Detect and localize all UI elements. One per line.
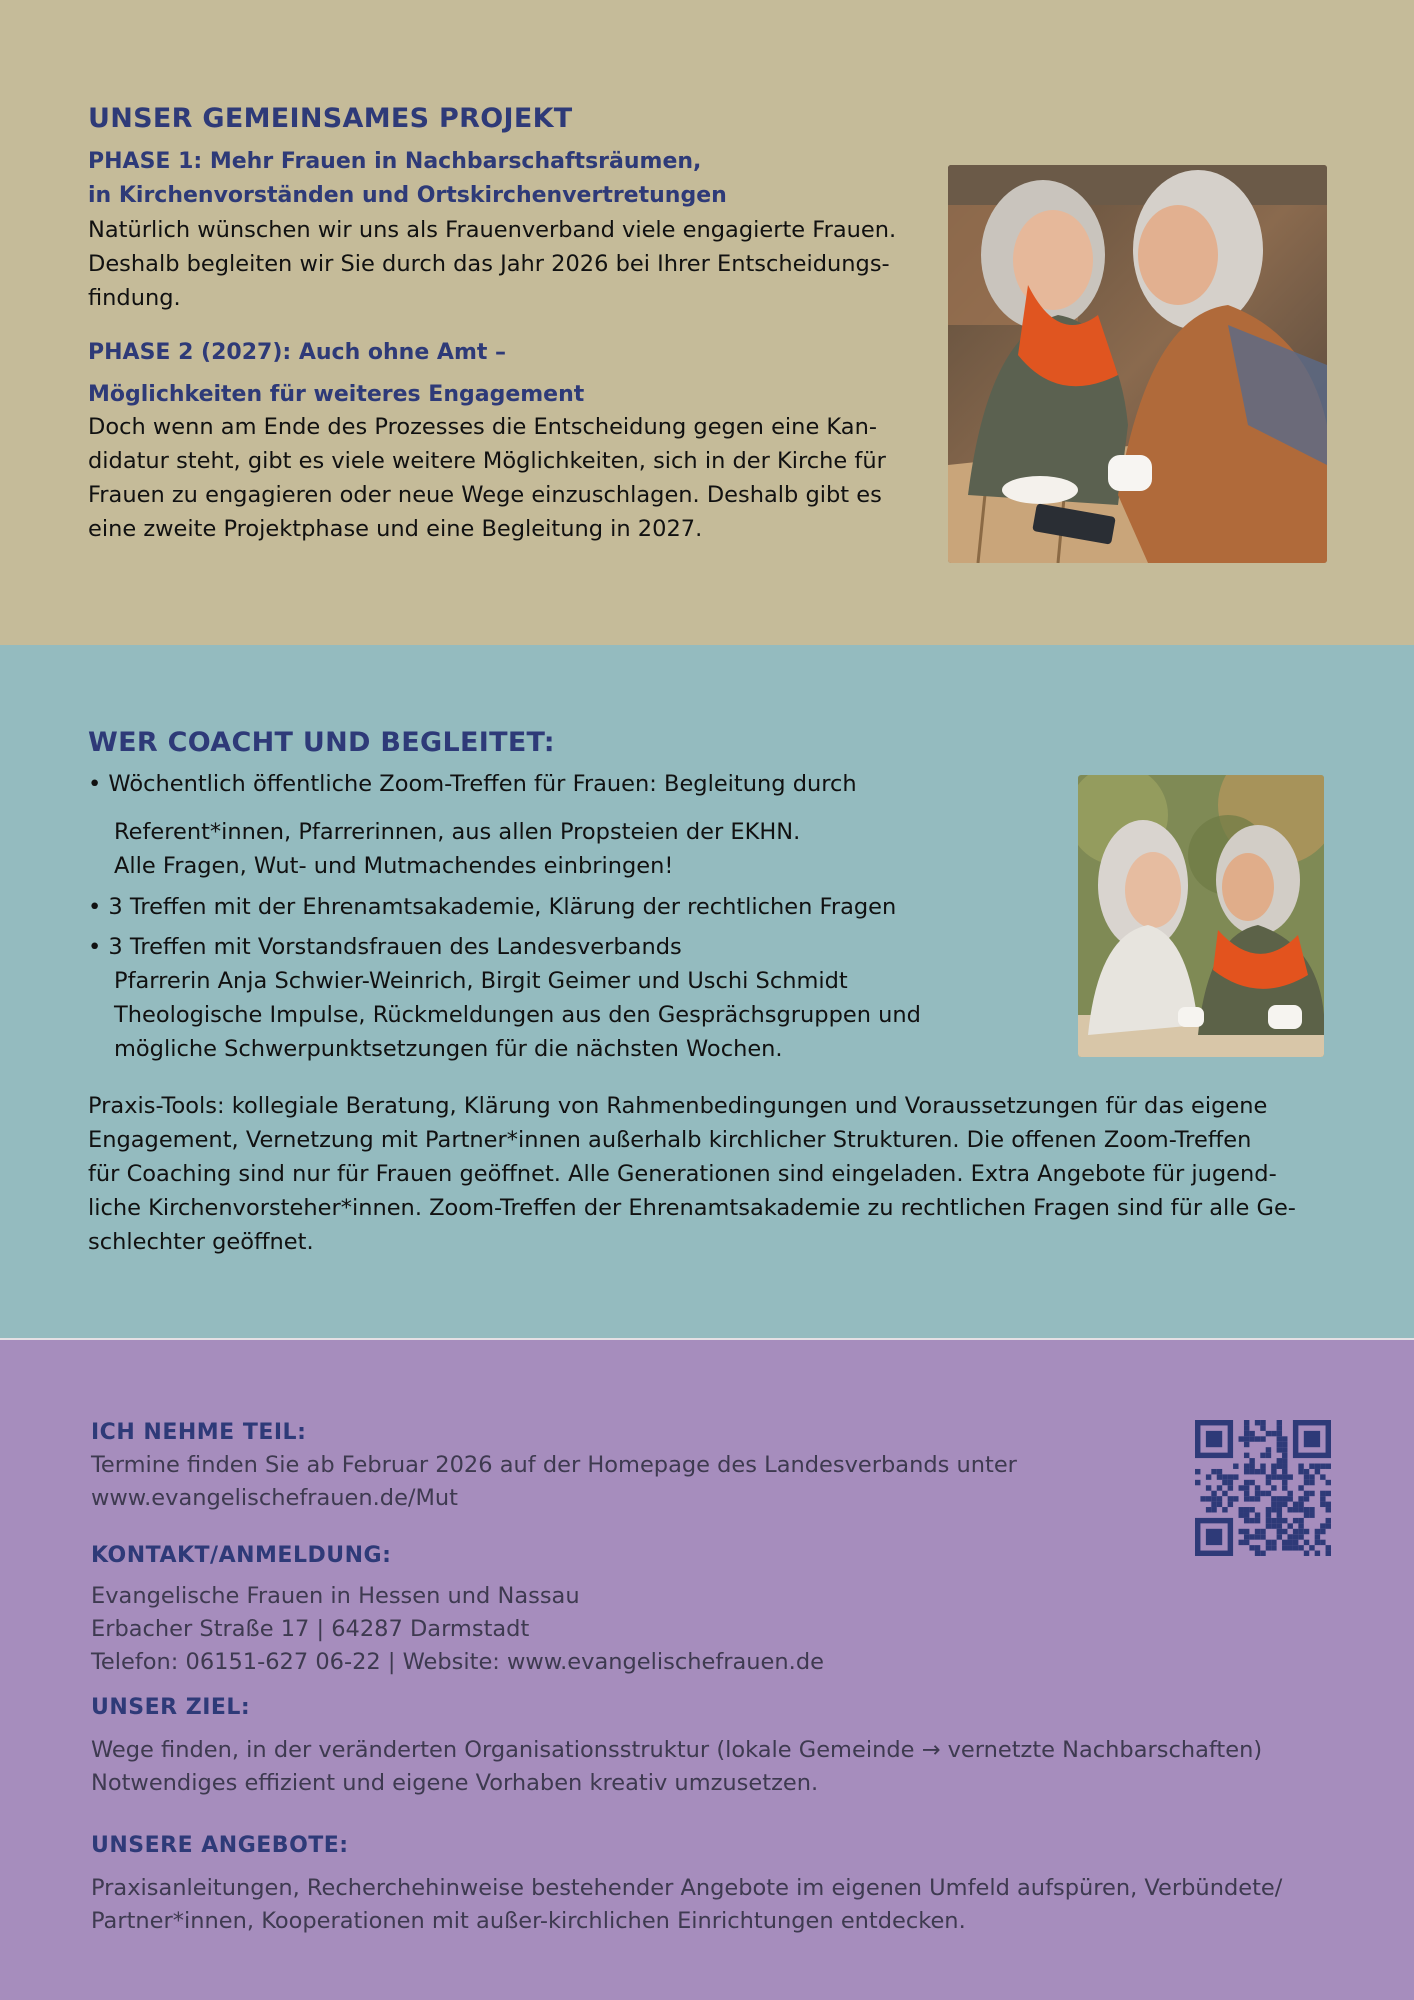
coaching-tools: Praxis-Tools: kollegiale Beratung, Klärung von Rahmenbedingungen und Voraussetzungen für das eigene Engagement, Vernetzung mit Partner*innen außerhalb kirchlicher Strukturen. Die offenen Zoom-Treffen für Coaching sind nur für Frauen geöffnet. Alle Generationen sind eingeladen. Extra Angebote für jugend- liche Kirchenvorsteher*innen. Zoom-Treffen der Ehrenamtsakademie zu rechtlichen Fragen sind für alle Ge- schlechter geöffnet. [88, 1093, 1296, 1255]
project-section [0, 0, 1414, 645]
phase2-heading: PHASE 2 (2027): Auch ohne Amt – Möglichkeiten für weiteres Engagement [88, 340, 585, 407]
kontakt-text: Evangelische Frauen in Hessen und Nassau Erbacher Straße 17 | 64287 Darmstadt Telefon: 06151-627 06-22 | Website: www.evangelischefrauen.de [91, 1583, 824, 1675]
homepage-link[interactable]: www.evangelischefrauen.de/Mut [91, 1485, 458, 1511]
teil-heading: ICH NEHME TEIL: [91, 1420, 307, 1445]
photo-two-women-laughing [948, 165, 1327, 563]
qr-code[interactable] [1195, 1420, 1331, 1556]
info-section [0, 1338, 1414, 2000]
phase1-text: Natürlich wünschen wir uns als Frauenverband viele engagierte Frauen. Deshalb begleiten wir Sie durch das Jahr 2026 bei Ihrer Entscheidungs- findung. [88, 217, 897, 311]
angebote-heading: UNSERE ANGEBOTE: [91, 1833, 349, 1858]
photo-two-women-talking [1078, 775, 1324, 1057]
kontakt-heading: KONTAKT/ANMELDUNG: [91, 1543, 392, 1568]
coaching-section [0, 645, 1414, 1338]
phase2-text: Doch wenn am Ende des Prozesses die Entscheidung gegen eine Kan- didatur steht, gibt es viele weitere Möglichkeiten, sich in der Kirche für Frauen zu engagieren oder neue Wege einzuschlagen. Deshalb gibt es eine zweite Projektphase und eine Begleitung in 2027. [88, 414, 886, 542]
phase1-heading: PHASE 1: Mehr Frauen in Nachbarschaftsräumen, in Kirchenvorständen und Ortskirchenvertretungen [88, 149, 727, 208]
coaching-bullet-3: • 3 Treffen mit Vorstandsfrauen des Landesverbands [88, 934, 682, 960]
coaching-bullet-1: • Wöchentlich öffentliche Zoom-Treffen für Frauen: Begleitung durch [88, 771, 857, 797]
project-title: UNSER GEMEINSAMES PROJEKT [88, 103, 573, 134]
coaching-bullet-1-cont: Referent*innen, Pfarrerinnen, aus allen Propsteien der EKHN. Alle Fragen, Wut- und Mutmachendes einbringen! [114, 819, 801, 879]
ziel-heading: UNSER ZIEL: [91, 1695, 251, 1720]
ziel-text: Wege finden, in der veränderten Organisationsstruktur (lokale Gemeinde → vernetzte Nachbarschaften) Notwendiges effizient und eigene Vorhaben kreativ umzusetzen. [91, 1737, 1263, 1796]
photo-illustration-2 [1078, 775, 1324, 1057]
angebote-text: Praxisanleitungen, Recherchehinweise bestehender Angebote im eigenen Umfeld aufspüren, Verbündete/ Partner*innen, Kooperationen mit außer-kirchlichen Einrichtungen entdecken. [91, 1875, 1283, 1934]
coaching-title: WER COACHT UND BEGLEITET: [88, 727, 555, 758]
coaching-bullet-2: • 3 Treffen mit der Ehrenamtsakademie, Klärung der rechtlichen Fragen [88, 894, 897, 920]
teil-text: Termine finden Sie ab Februar 2026 auf der Homepage des Landesverbands unter www.evangelischefrauen.de/Mut [91, 1449, 1017, 1515]
photo-illustration [948, 165, 1327, 563]
coaching-bullet-3-cont: Pfarrerin Anja Schwier-Weinrich, Birgit Geimer und Uschi Schmidt Theologische Impulse, Rückmeldungen aus den Gesprächsgruppen und mögliche Schwerpunktsetzungen für die nächsten Wochen. [114, 968, 921, 1062]
qr-code-icon [1195, 1420, 1331, 1556]
